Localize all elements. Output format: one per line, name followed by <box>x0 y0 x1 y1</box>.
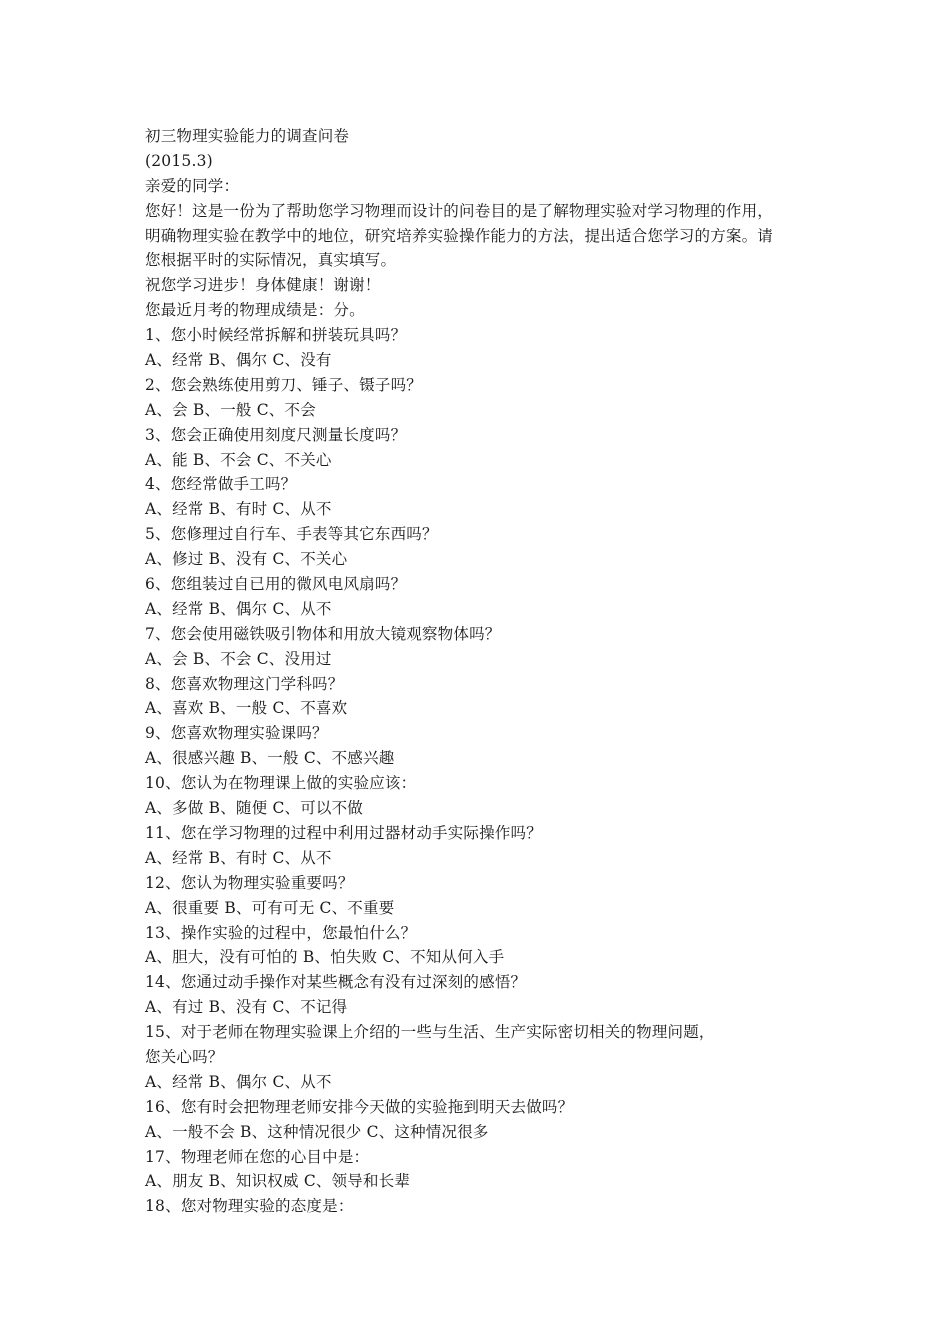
intro-line-1: 您好！这是一份为了帮助您学习物理而设计的问卷目的是了解物理实验对学习物理的作用， <box>145 201 774 220</box>
score-line: 您最近月考的物理成绩是：分。 <box>145 301 365 320</box>
question-6: 6、您组装过自已用的微风电风扇吗？ <box>145 575 407 594</box>
question-5: 5、您修理过自行车、手表等其它东西吗？ <box>145 525 438 544</box>
intro-line-3: 您根据平时的实际情况，真实填写。 <box>145 251 397 270</box>
question-16: 16、您有时会把物理老师安排今天做的实验拖到明天去做吗？ <box>145 1097 574 1116</box>
question-13: 13、操作实验的过程中，您最怕什么？ <box>145 923 417 942</box>
intro-line-2: 明确物理实验在教学中的地位，研究培养实验操作能力的方法，提出适合您学习的方案。请 <box>145 226 774 245</box>
options-11: A、经常 B、有时 C、从不 <box>145 848 332 867</box>
options-7: A、会 B、不会 C、没用过 <box>145 649 332 668</box>
options-14: A、有过 B、没有 C、不记得 <box>145 998 348 1017</box>
options-13: A、胆大，没有可怕的 B、怕失败 C、不知从何入手 <box>145 948 505 967</box>
question-9: 9、您喜欢物理实验课吗？ <box>145 724 328 743</box>
wishes: 祝您学习进步！身体健康！谢谢！ <box>145 276 381 295</box>
question-18: 18、您对物理实验的态度是： <box>145 1197 354 1216</box>
question-7: 7、您会使用磁铁吸引物体和用放大镜观察物体吗？ <box>145 624 501 643</box>
question-10: 10、您认为在物理课上做的实验应该： <box>145 774 417 793</box>
options-15: A、经常 B、偶尔 C、从不 <box>145 1072 332 1091</box>
document-title: 初三物理实验能力的调查问卷 <box>145 127 350 145</box>
question-2: 2、您会熟练使用剪刀、锤子、镊子吗？ <box>145 375 422 394</box>
question-11: 11、您在学习物理的过程中利用过器材动手实际操作吗？ <box>145 823 542 842</box>
options-4: A、经常 B、有时 C、从不 <box>145 500 332 519</box>
greeting: 亲爱的同学： <box>145 176 240 195</box>
document-date: (2015.3) <box>145 151 213 170</box>
question-1: 1、您小时候经常拆解和拼装玩具吗？ <box>145 326 407 345</box>
question-14: 14、您通过动手操作对某些概念有没有过深刻的感悟？ <box>145 973 527 992</box>
document-page <box>145 124 810 1219</box>
options-3: A、能 B、不会 C、不关心 <box>145 450 332 469</box>
question-8: 8、您喜欢物理这门学科吗？ <box>145 674 344 693</box>
options-16: A、一般不会 B、这种情况很少 C、这种情况很多 <box>145 1122 489 1141</box>
question-3: 3、您会正确使用刻度尺测量长度吗？ <box>145 425 407 444</box>
options-2: A、会 B、一般 C、不会 <box>145 400 316 419</box>
question-15-line-2: 您关心吗？ <box>145 1047 224 1066</box>
options-5: A、修过 B、没有 C、不关心 <box>145 550 348 569</box>
options-9: A、很感兴趣 B、一般 C、不感兴趣 <box>145 749 395 768</box>
options-6: A、经常 B、偶尔 C、从不 <box>145 599 332 618</box>
question-4: 4、您经常做手工吗？ <box>145 475 297 494</box>
options-10: A、多做 B、随便 C、可以不做 <box>145 799 363 818</box>
options-8: A、喜欢 B、一般 C、不喜欢 <box>145 699 348 718</box>
question-17: 17、物理老师在您的心目中是： <box>145 1147 370 1166</box>
options-12: A、很重要 B、可有可无 C、不重要 <box>145 898 395 917</box>
question-15-line-1: 15、对于老师在物理实验课上介绍的一些与生活、生产实际密切相关的物理问题， <box>145 1023 715 1042</box>
options-17: A、朋友 B、知识权威 C、领导和长辈 <box>145 1172 411 1191</box>
question-12: 12、您认为物理实验重要吗？ <box>145 873 354 892</box>
options-1: A、经常 B、偶尔 C、没有 <box>145 351 332 370</box>
